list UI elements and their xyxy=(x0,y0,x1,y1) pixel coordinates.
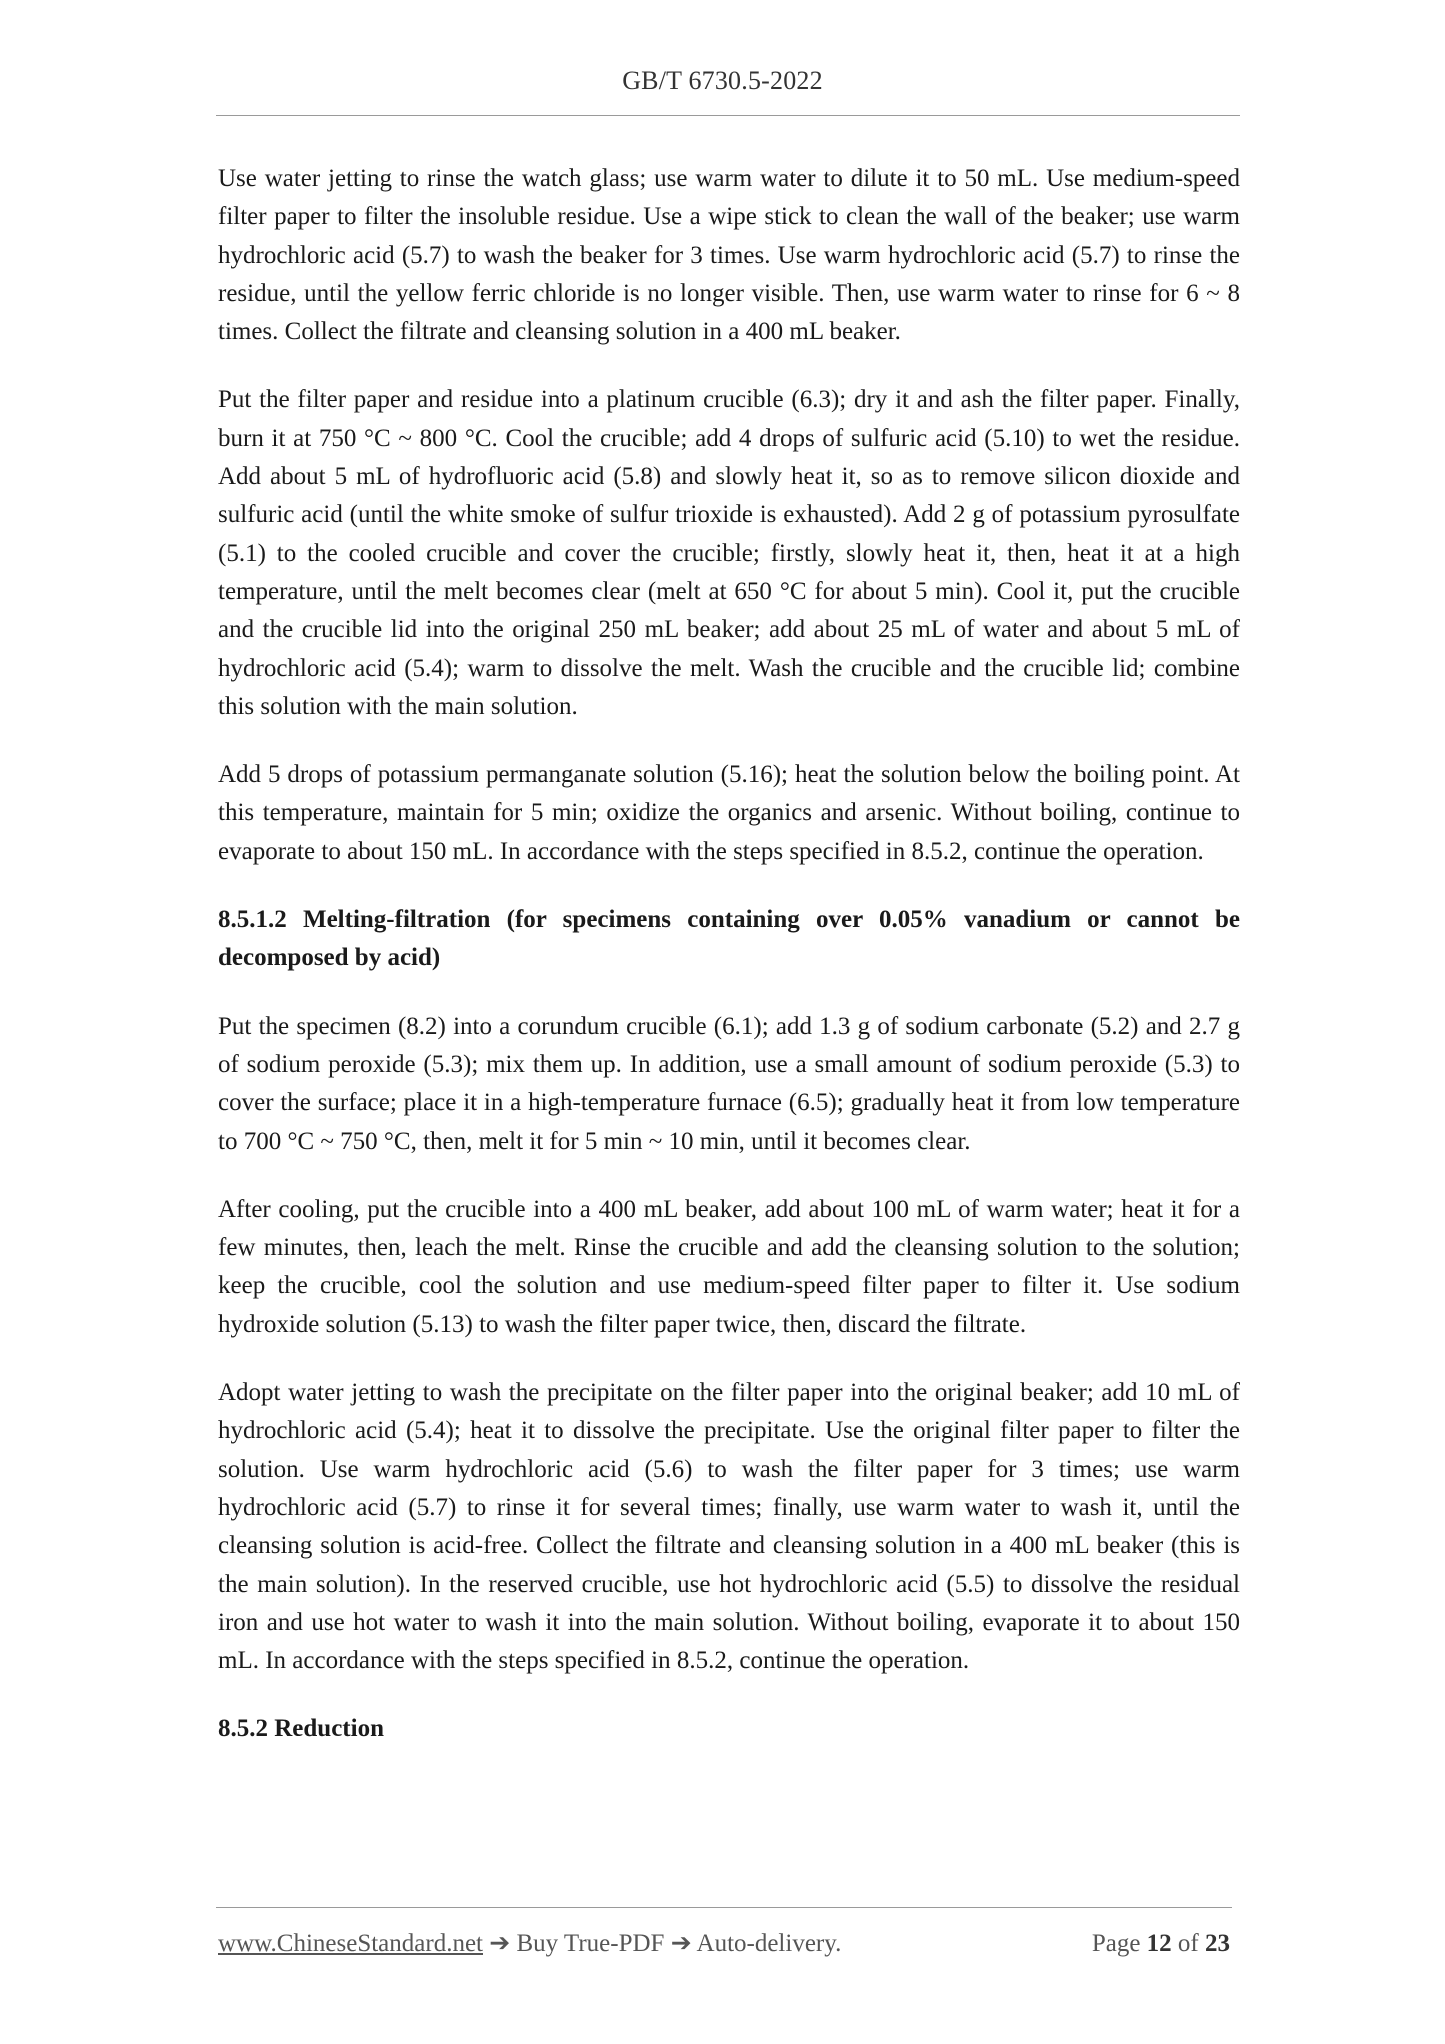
page-footer xyxy=(218,1928,1230,1958)
page-total: 23 xyxy=(1205,1930,1230,1957)
footer-promo xyxy=(218,1928,841,1958)
paragraph-permanganate: Add 5 drops of potassium permanganate solution (5.16); heat the solution below the boiling point. At this temperature, maintain for 5 min; oxidize the organics and arsenic. Without boiling, continue to evaporate to about 150 mL. In accordance with the steps specified in 8.5.2, continue the operation. xyxy=(218,761,1240,865)
arrow-right-icon: ➔ xyxy=(489,1930,511,1957)
section-heading-melting-filtration: 8.5.1.2 Melting-filtration (for specimens containing over 0.05% vanadium or cannot be decomposed by acid) xyxy=(218,906,1240,972)
buy-pdf-text: Buy True-PDF xyxy=(516,1930,665,1957)
paragraph-platinum-crucible: Put the filter paper and residue into a platinum crucible (6.3); dry it and ash the filter paper. Finally, burn it at 750 °C ~ 800 °C. Cool the crucible; add 4 drops of sulfuric acid (5.10) to wet the residue. Add about 5 mL of hydrofluoric acid (5.8) and slowly heat it, so as to remove silicon dioxide and sulfuric acid (until the white smoke of sulfur trioxide is exhausted). Add 2 g of potassium pyrosulfate (5.1) to the cooled crucible and cover the crucible; firstly, slowly heat it, then, heat it at a high temperature, until the melt becomes clear (melt at 650 °C for about 5 min). Cool it, put the crucible and the crucible lid into the original 250 mL beaker; add about 25 mL of water and about 5 mL of hydrochloric acid (5.4); warm to dissolve the melt. Wash the crucible and the crucible lid; combine this solution with the main solution. xyxy=(218,386,1240,720)
section-heading-reduction: 8.5.2 Reduction xyxy=(218,1715,384,1743)
website-link[interactable]: www.ChineseStandard.net xyxy=(218,1930,483,1957)
footer-divider xyxy=(216,1907,1232,1908)
auto-delivery-text: Auto-delivery. xyxy=(696,1930,842,1957)
paragraph-water-jetting: Adopt water jetting to wash the precipitate on the filter paper into the original beaker; add 10 mL of hydrochloric acid (5.4); heat it to dissolve the precipitate. Use the original filter paper to filter the solution. Use warm hydrochloric acid (5.6) to wash the filter paper for 3 times; use warm hydrochloric acid (5.7) to rinse it for several times; finally, use warm water to wash it, until the cleansing solution is acid-free. Collect the filtrate and cleansing solution in a 400 mL beaker (this is the main solution). In the reserved crucible, use hot hydrochloric acid (5.5) to dissolve the residual iron and use hot water to wash it into the main solution. Without boiling, evaporate it to about 150 mL. In accordance with the steps specified in 8.5.2, continue the operation. xyxy=(218,1379,1240,1675)
header-divider xyxy=(216,115,1240,116)
page-of-label: of xyxy=(1177,1930,1199,1957)
page-current: 12 xyxy=(1146,1930,1172,1957)
page-label: Page xyxy=(1091,1930,1141,1957)
paragraph-rinse-watch-glass: Use water jetting to rinse the watch glass; use warm water to dilute it to 50 mL. Use medium-speed filter paper to filter the insoluble residue. Use a wipe stick to clean the wall of the beaker; use warm hydrochloric acid (5.7) to wash the beaker for 3 times. Use warm hydrochloric acid (5.7) to rinse the residue, until the yellow ferric chloride is no longer visible. Then, use warm water to rinse for 6 ~ 8 times. Collect the filtrate and cleansing solution in a 400 mL beaker. xyxy=(218,165,1240,346)
page-number xyxy=(1092,1930,1230,1958)
document-body xyxy=(218,160,1240,1779)
paragraph-after-cooling: After cooling, put the crucible into a 400 mL beaker, add about 100 mL of warm water; heat it for a few minutes, then, leach the melt. Rinse the crucible and add the cleansing solution to the solution; keep the crucible, cool the solution and use medium-speed filter paper to filter it. Use sodium hydroxide solution (5.13) to wash the filter paper twice, then, discard the filtrate. xyxy=(218,1195,1240,1338)
paragraph-corundum-crucible: Put the specimen (8.2) into a corundum crucible (6.1); add 1.3 g of sodium carbonate (5.2) and 2.7 g of sodium peroxide (5.3); mix them up. In addition, use a small amount of sodium peroxide (5.3) to cover the surface; place it in a high-temperature furnace (6.5); gradually heat it from low temperature to 700 °C ~ 750 °C, then, melt it for 5 min ~ 10 min, until it becomes clear. xyxy=(218,1012,1240,1155)
arrow-right-icon: ➔ xyxy=(670,1930,692,1957)
page-header: GB/T 6730.5-2022 xyxy=(622,66,823,95)
